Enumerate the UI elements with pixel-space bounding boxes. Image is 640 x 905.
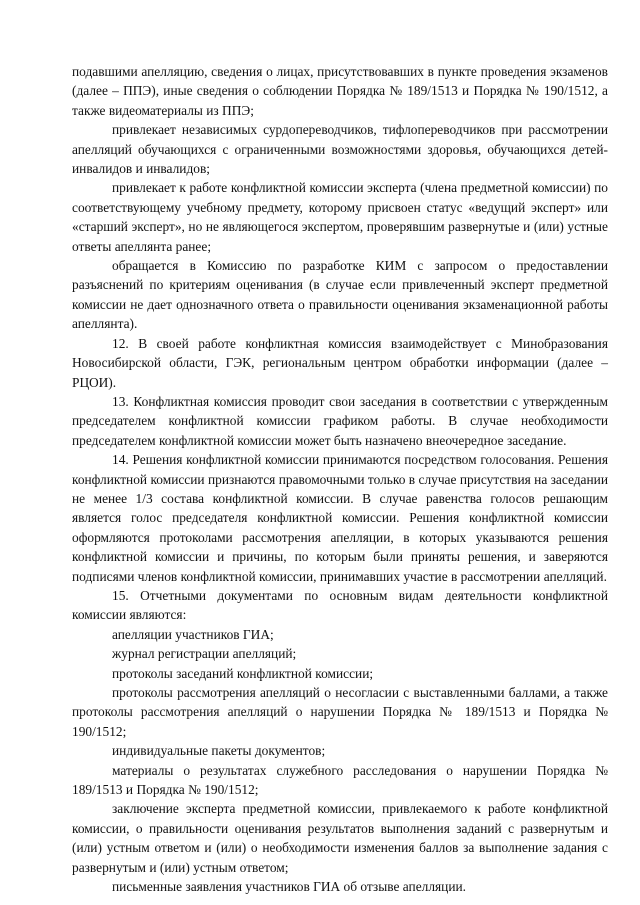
- paragraph-12: 12. В своей работе конфликтная комиссия взаимодействует с Минобразования Новосибирской области, ГЭК, региональным центром обработки информации (далее – РЦОИ).: [72, 335, 608, 390]
- list-item: индивидуальные пакеты документов;: [112, 743, 326, 759]
- paragraph-13: 13. Конфликтная комиссия проводит свои заседания в соответствии с утвержденным председателем конфликтной комиссии графиком работы. В случае необходимости председателем конфликтной комиссии может быть назначено внеочередное заседание.: [72, 393, 608, 448]
- list-item: протоколы рассмотрения апелляций о несогласии с выставленными баллами, а также протоколы рассмотрения апелляций о нарушении Порядка № 189/1513 и Порядка № 190/1512;: [72, 685, 608, 739]
- list-item: протоколы заседаний конфликтной комиссии;: [112, 665, 374, 681]
- paragraph-expert: привлекает к работе конфликтной комиссии эксперта (члена предметной комиссии) по соответствующему учебному предмету, которому присвоен статус «ведущий эксперт» или «старший эксперт», но не являющегося экспертом, проверявшим развернутые и (или) устные ответы апеллянта ранее;: [72, 180, 608, 254]
- document-page: [72, 62, 608, 896]
- list-item: апелляции участников ГИА;: [112, 626, 274, 642]
- list-item: материалы о результатах служебного расследования о нарушении Порядка № 189/1513 и Порядка № 190/1512;: [72, 762, 608, 798]
- paragraph-sign-interpreters: привлекает независимых сурдопереводчиков, тифлопереводчиков при рассмотрении апелляций обучающихся с ограниченными возможностями здоровья, обучающихся детей-инвалидов и инвалидов;: [72, 122, 608, 177]
- paragraph-kim-commission: обращается в Комиссию по разработке КИМ с запросом о предоставлении разъяснений по критериям оценивания (в случае если привлеченный эксперт предметной комиссии не дает однозначного ответа о правильности оценивания экзаменационной работы апеллянта).: [72, 258, 608, 332]
- list-item: заключение эксперта предметной комиссии, привлекаемого к работе конфликтной комиссии, о правильности оценивания результатов выполнения заданий с развернутым и (или) устным ответом и (или) о необходимости изменения баллов за выполнение задания с развернутым и (или) устным ответом;: [72, 801, 608, 875]
- list-item: письменные заявления участников ГИА об отзыве апелляции.: [112, 879, 467, 895]
- paragraph-15: 15. Отчетными документами по основным видам деятельности конфликтной комиссии являются:: [72, 587, 608, 623]
- paragraph-continuation: подавшими апелляцию, сведения о лицах, присутствовавших в пункте проведения экзаменов (далее – ППЭ), иные сведения о соблюдении Порядка № 189/1513 и Порядка № 190/1512, а также видеоматериалы из ППЭ;: [72, 64, 608, 118]
- list-item: журнал регистрации апелляций;: [112, 646, 297, 662]
- paragraph-14: 14. Решения конфликтной комиссии принимаются посредством голосования. Решения конфликтной комиссии признаются правомочными только в случае присутствия на заседании не менее 1/3 состава конфликтной комиссии. В случае равенства голосов решающим является голос председателя конфликтной комиссии. Решения конфликтной комиссии оформляются протоколами рассмотрения апелляции, в которых указываются решения конфликтной комиссии и причины, по которым были приняты решения, и заверяются подписями членов конфликтной комиссии, принимавших участие в рассмотрении апелляций.: [72, 452, 608, 584]
